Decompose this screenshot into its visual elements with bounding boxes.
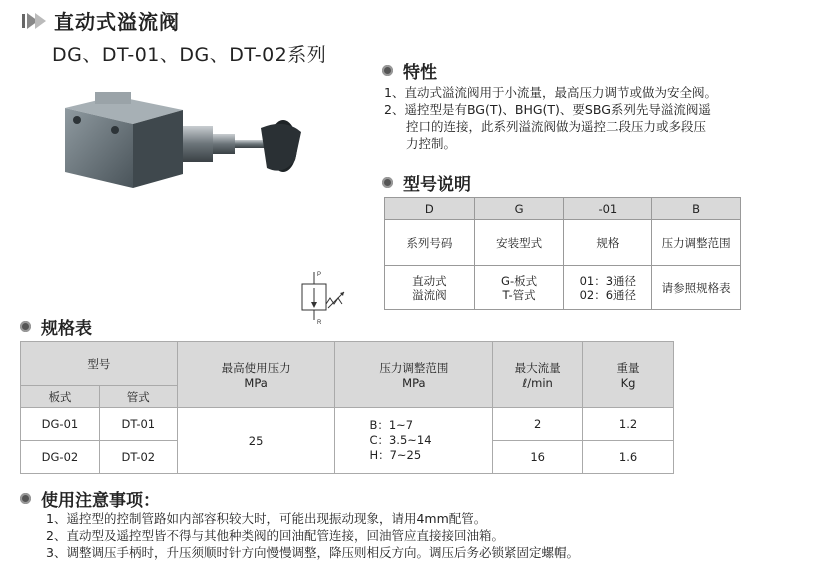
feature-line: 2、遥控型是有BG(T)、BHG(T)、要SBG系列先导溢流阀遥 (384, 102, 711, 117)
value-line: G-板式 (501, 273, 538, 288)
col-model: 型号 (21, 342, 178, 386)
bullet-icon (382, 177, 393, 188)
features-heading (382, 58, 437, 83)
col-pipe: 管式 (99, 386, 177, 408)
model-code-table (384, 197, 741, 310)
bullet-icon (20, 493, 31, 504)
spec-heading-text: 规格表 (41, 319, 92, 339)
value-line: T-管式 (502, 287, 536, 302)
col-range-unit: MPa (402, 375, 426, 390)
plate-cell: DG-02 (21, 441, 100, 474)
value-line: 溢流阀 (412, 287, 447, 302)
bullet-icon (20, 321, 31, 332)
value-cell (652, 266, 741, 310)
value-line: 直动式 (412, 273, 447, 288)
feature-line: 力控制。 (406, 136, 457, 151)
name-cell: 系列号码 (385, 220, 475, 266)
col-pressure-line: 最高使用压力 (221, 360, 291, 375)
valve-product-image (55, 88, 315, 198)
col-weight (583, 342, 674, 408)
value-cell (385, 266, 475, 310)
note-line: 1、遥控型的控制管路如内部容积较大时，可能出现振动现象，请用4mm配管。 (46, 511, 487, 526)
col-range-line: 压力调整范围 (379, 360, 449, 375)
feature-line: 控口的连接，此系列溢流阀做为遥控二段压力或多段压 (406, 119, 707, 134)
range-cell (335, 408, 493, 474)
note-line: 2、直动型及遥控型皆不得与其他种类阀的回油配管连接，回油管应直接接回油箱。 (46, 528, 504, 543)
model-value-row (385, 266, 741, 310)
name-cell: 安装型式 (474, 220, 564, 266)
col-flow-unit: ℓ/min (522, 375, 553, 390)
code-cell: G (474, 198, 564, 220)
range-line: H：7~25 (369, 448, 422, 462)
title-text: 直动式溢流阀 (54, 10, 180, 34)
model-code-row (385, 198, 741, 220)
model-name-row (385, 220, 741, 266)
p-port-label: P (317, 272, 322, 278)
range-line: B：1~7 (369, 418, 414, 432)
note-line: 3、调整调压手柄时，升压须顺时针方向慢慢调整，降压则相反方向。调压后务必锁紧固定螺帽。 (46, 545, 579, 560)
col-pressure-unit: MPa (244, 375, 268, 390)
value-cell (564, 266, 652, 310)
code-cell: -01 (564, 198, 652, 220)
pipe-cell: DT-01 (99, 408, 177, 441)
value-line: 请参照规格表 (661, 280, 731, 295)
feature-line: 1、直动式溢流阀用于小流量，最高压力调节或做为安全阀。 (384, 85, 717, 100)
spec-heading (20, 314, 92, 339)
pipe-cell: DT-02 (99, 441, 177, 474)
col-range (335, 342, 493, 408)
col-pressure (177, 342, 335, 408)
r-port-label: R (317, 320, 322, 326)
features-list (384, 84, 829, 152)
notes-heading (20, 486, 160, 511)
code-cell: B (652, 198, 741, 220)
notes-heading-text: 使用注意事项： (41, 491, 160, 511)
code-cell: D (385, 198, 475, 220)
pressure-cell: 25 (177, 408, 335, 474)
col-flow (493, 342, 583, 408)
col-weight-line: 重量 (616, 360, 640, 375)
col-flow-line: 最大流量 (514, 360, 561, 375)
value-cell (474, 266, 564, 310)
plate-cell: DG-01 (21, 408, 100, 441)
hydraulic-symbol (296, 268, 352, 326)
model-heading (382, 170, 471, 195)
value-line: 01：3通径 (579, 273, 637, 288)
notes-list (46, 510, 579, 561)
range-line: C：3.5~14 (369, 433, 432, 447)
series-subtitle: DG、DT-01、DG、DT-02系列 (52, 44, 327, 66)
col-weight-unit: Kg (620, 375, 636, 390)
flow-cell: 16 (493, 441, 583, 474)
page-title (22, 6, 180, 35)
name-cell: 规格 (564, 220, 652, 266)
play-arrow-icon (22, 12, 48, 30)
model-heading-text: 型号说明 (403, 175, 471, 195)
weight-cell: 1.2 (583, 408, 674, 441)
bullet-icon (382, 65, 393, 76)
weight-cell: 1.6 (583, 441, 674, 474)
col-plate: 板式 (21, 386, 100, 408)
flow-cell: 2 (493, 408, 583, 441)
spec-header-row (21, 342, 674, 386)
table-row (21, 408, 674, 441)
spec-table (20, 341, 674, 474)
name-cell: 压力调整范围 (652, 220, 741, 266)
features-heading-text: 特性 (403, 63, 437, 83)
value-line: 02：6通径 (579, 287, 637, 302)
